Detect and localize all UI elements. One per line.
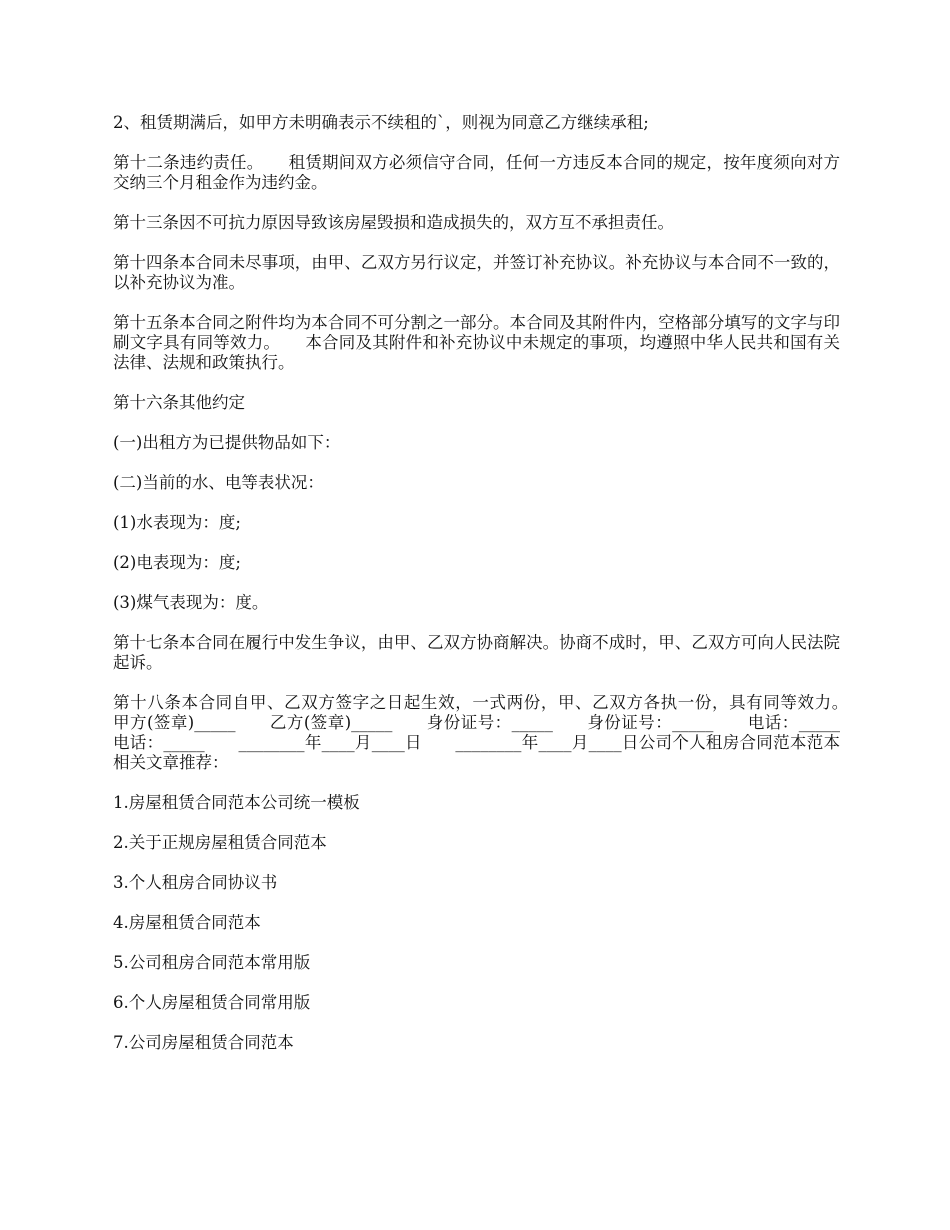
document-body [113, 113, 873, 1053]
related-article-link[interactable]: 5.公司租房合同范本常用版 [113, 953, 311, 972]
related-article-link[interactable]: 7.公司房屋租赁合同范本 [113, 1033, 294, 1052]
gas-meter-reading: (3)煤气表现为：度。 [113, 593, 269, 612]
clause-13-force-majeure: 第十三条因不可抗力原因导致该房屋毁损和造成损失的，双方互不承担责任。 [113, 213, 674, 232]
clause-15-attachments: 第十五条本合同之附件均为本合同不可分割之一部分。本合同及其附件内，空格部分填写的文字与印刷文字具有同等效力。 本合同及其附件和补充协议中未规定的事项，均遵照中华人民共和国有关法律、法规和政策执行。 [113, 313, 840, 372]
clause-16-other-agreements: 第十六条其他约定 [113, 393, 245, 412]
clause-lease-renewal: 2、租赁期满后，如甲方未明确表示不续租的`，则视为同意乙方继续承租; [113, 113, 649, 132]
related-article-link[interactable]: 2.关于正规房屋租赁合同范本 [113, 833, 327, 852]
clause-16-items-provided: (一)出租方为已提供物品如下： [113, 433, 341, 452]
clause-18-effectiveness-signatures: 第十八条本合同自甲、乙双方签字之日起生效，一式两份，甲、乙双方各执一份，具有同等效力。 甲方(签章)_____ 乙方(签章)_____ 身份证号：_____ 身份证号：_____ 电话：_____ 电话：_____ ________年____月____日 ________年____月____日公司个人租房合同范本范本相关文章推荐： [113, 693, 873, 772]
related-articles-list [113, 793, 840, 1053]
related-article-link[interactable]: 6.个人房屋租赁合同常用版 [113, 993, 311, 1012]
related-article-link[interactable]: 3.个人租房合同协议书 [113, 873, 278, 892]
clause-12-breach-liability: 第十二条违约责任。 租赁期间双方必须信守合同，任何一方违反本合同的规定，按年度须向对方交纳三个月租金作为违约金。 [113, 153, 840, 192]
related-article-link[interactable]: 1.房屋租赁合同范本公司统一模板 [113, 793, 360, 812]
water-meter-reading: (1)水表现为：度; [113, 513, 241, 532]
electric-meter-reading: (2)电表现为：度; [113, 553, 241, 572]
clause-17-dispute-resolution: 第十七条本合同在履行中发生争议，由甲、乙双方协商解决。协商不成时，甲、乙双方可向人民法院起诉。 [113, 633, 840, 672]
clause-14-supplementary-agreement: 第十四条本合同未尽事项，由甲、乙双方另行议定，并签订补充协议。补充协议与本合同不一致的，以补充协议为准。 [113, 253, 840, 292]
clause-16-meter-status: (二)当前的水、电等表状况： [113, 473, 324, 492]
related-article-link[interactable]: 4.房屋租赁合同范本 [113, 913, 261, 932]
